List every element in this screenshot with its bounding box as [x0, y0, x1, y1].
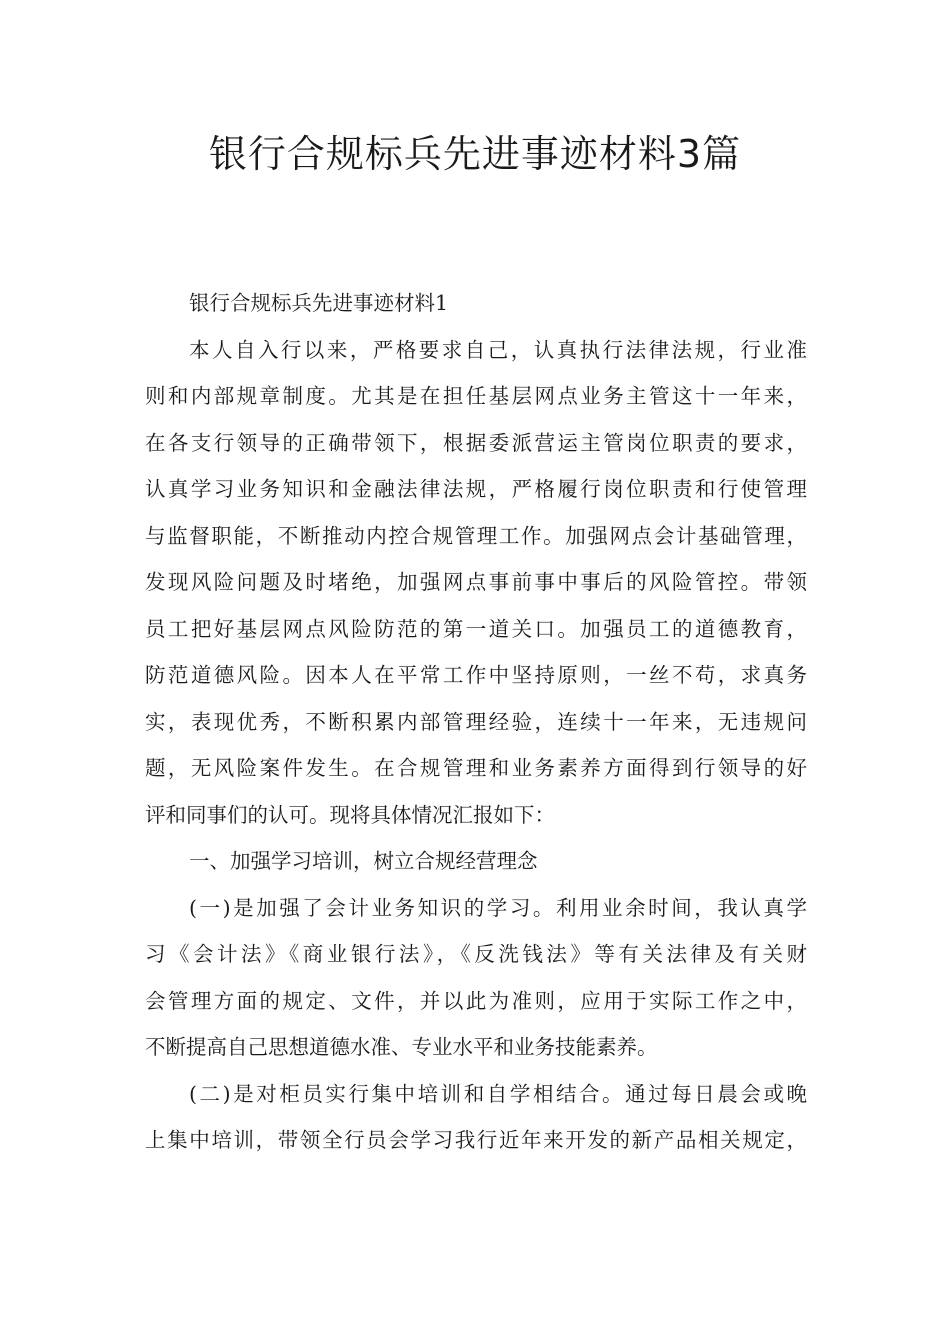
text-line: 习《会计法》《商业银行法》，《反洗钱法》等有关法律及有关财 [145, 942, 807, 966]
text-line: 员工把好基层网点风险防范的第一道关口。加强员工的道德教育， [145, 616, 807, 641]
document-title: 银行合规标兵先进事迹材料3篇 [208, 132, 742, 176]
text-line: (一)是加强了会计业务知识的学习。利用业余时间，我认真学 [189, 895, 807, 920]
text-line: 一、加强学习培训，树立合规经营理念 [189, 849, 538, 873]
text-line: 认真学习业务知识和金融法律法规，严格履行岗位职责和行使管理 [145, 477, 807, 501]
text-line: 则和内部规章制度。尤其是在担任基层网点业务主管这十一年来， [145, 384, 807, 408]
text-line: 银行合规标兵先进事迹材料1 [189, 291, 449, 315]
text-line: 本人自入行以来，严格要求自己，认真执行法律法规，行业准 [189, 337, 807, 362]
text-line: 发现风险问题及时堵绝，加强网点事前事中事后的风险管控。带领 [145, 570, 807, 594]
text-line: 上集中培训，带领全行员会学习我行近年来开发的新产品相关规定， [145, 1128, 807, 1152]
text-line: 实，表现优秀，不断积累内部管理经验，连续十一年来，无违规问 [145, 709, 807, 734]
text-line: 不断提高自己思想道德水准、专业水平和业务技能素养。 [145, 1035, 658, 1059]
text-line: 评和同事们的认可。现将具体情况汇报如下： [145, 802, 555, 827]
text-line: 在各支行领导的正确带领下，根据委派营运主管岗位职责的要求， [145, 430, 807, 455]
text-line: 防范道德风险。因本人在平常工作中坚持原则，一丝不苟，求真务 [145, 663, 807, 687]
text-line: (二)是对柜员实行集中培训和自学相结合。通过每日晨会或晚 [189, 1081, 807, 1106]
text-line: 会管理方面的规定、文件，并以此为准则，应用于实际工作之中， [145, 988, 807, 1013]
text-line: 与监督职能，不断推动内控合规管理工作。加强网点会计基础管理， [145, 523, 807, 548]
text-line: 题，无风险案件发生。在合规管理和业务素养方面得到行领导的好 [145, 756, 807, 780]
document-body [145, 280, 807, 1164]
